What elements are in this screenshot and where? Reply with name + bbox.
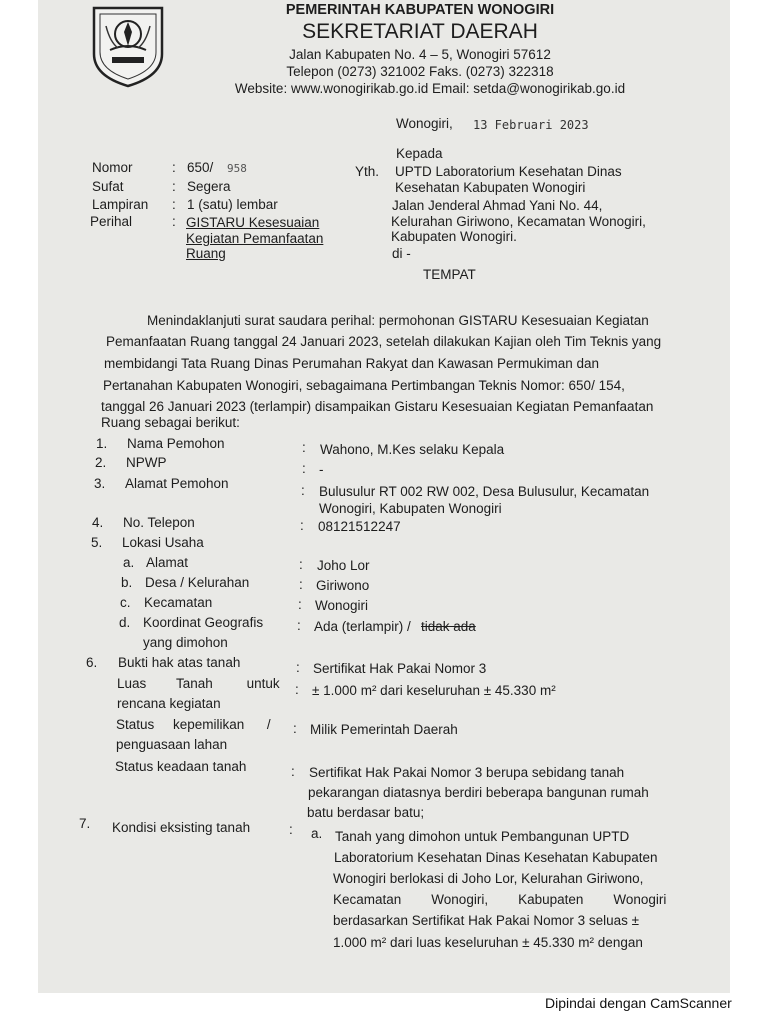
sub-item-label: Kecamatan bbox=[144, 595, 213, 610]
letterhead-line-1: PEMERINTAH KABUPATEN WONOGIRI bbox=[285, 2, 555, 18]
item-label: No. Telepon bbox=[123, 515, 195, 530]
addressee-line-3: Jalan Jenderal Ahmad Yani No. 44, bbox=[392, 198, 603, 213]
item-number: 6. bbox=[86, 655, 98, 670]
colon: : bbox=[293, 721, 297, 736]
colon: : bbox=[297, 618, 301, 633]
item-value: 08121512247 bbox=[318, 519, 401, 534]
letter-place: Wonogiri, bbox=[396, 116, 453, 131]
addressee-line-4: Kelurahan Giriwono, Kecamatan Wonogiri, bbox=[391, 214, 646, 229]
body-line-5: tanggal 26 Januari 2023 (terlampir) disampaikan Gistaru Kesesuaian Kegiatan Pemanfaatan bbox=[101, 399, 654, 414]
sub-item-letter: b. bbox=[121, 575, 133, 590]
item-label: Alamat Pemohon bbox=[125, 476, 229, 491]
letterhead-web: Website: www.wonogirikab.go.id Email: setda@wonogirikab.go.id bbox=[234, 81, 626, 96]
item-value: - bbox=[319, 462, 324, 477]
perihal-line-1: GISTARU Kesesuaian bbox=[186, 215, 320, 230]
camscanner-footer: Dipindai dengan CamScanner bbox=[545, 995, 732, 1011]
colon: : bbox=[172, 197, 176, 212]
item-number: 7. bbox=[79, 816, 91, 831]
item-value: Sertifikat Hak Pakai Nomor 3 bbox=[313, 661, 487, 676]
colon: : bbox=[296, 660, 300, 675]
colon: : bbox=[299, 557, 303, 572]
item-value: Sertifikat Hak Pakai Nomor 3 berupa sebidang tanah bbox=[309, 765, 625, 780]
item-number: 4. bbox=[92, 515, 104, 530]
sub-item-value: Giriwono bbox=[316, 578, 370, 593]
colon: : bbox=[302, 440, 306, 455]
item-value: Kecamatan Wonogiri, Kabupaten Wonogiri bbox=[333, 892, 667, 907]
item-label: Lokasi Usaha bbox=[122, 535, 204, 550]
kepada-label: Kepada bbox=[396, 146, 443, 161]
sub-item-letter: a. bbox=[311, 826, 323, 841]
wonogiri-coat-of-arms-logo bbox=[88, 2, 168, 88]
sub-item-value: Ada (terlampir) / bbox=[314, 619, 411, 634]
colon: : bbox=[299, 577, 303, 592]
body-line-3: membidangi Tata Ruang Dinas Perumahan Rakyat dan Kawasan Permukiman dan bbox=[104, 356, 600, 371]
item-label: Status kepemilikan / bbox=[116, 717, 271, 732]
sifat-value: Segera bbox=[187, 179, 231, 194]
colon: : bbox=[291, 764, 295, 779]
item-value: Bulusulur RT 002 RW 002, Desa Bulusulur, Kecamatan bbox=[319, 484, 650, 499]
letterhead-address: Jalan Kabupaten No. 4 – 5, Wonogiri 57612 bbox=[289, 47, 551, 62]
body-line-1: Menindaklanjuti surat saudara perihal: permohonan GISTARU Kesesuaian Kegiatan bbox=[147, 313, 649, 328]
item-value: Milik Pemerintah Daerah bbox=[310, 722, 458, 737]
sub-item-label: yang dimohon bbox=[143, 635, 228, 650]
sub-item-letter: c. bbox=[120, 595, 131, 610]
body-line-2: Pemanfaatan Ruang tanggal 24 Januari 2023, setelah dilakukan Kajian oleh Tim Teknis yang bbox=[106, 334, 662, 349]
item-value: Wonogiri berlokasi di Joho Lor, Kelurahan Giriwono, bbox=[333, 871, 644, 886]
nomor-label: Nomor bbox=[92, 160, 133, 175]
item-number: 5. bbox=[91, 535, 103, 550]
item-label: Bukti hak atas tanah bbox=[118, 655, 241, 670]
colon: : bbox=[300, 518, 304, 533]
addressee-line-1: UPTD Laboratorium Kesehatan Dinas bbox=[395, 164, 622, 179]
sub-item-letter: d. bbox=[119, 615, 131, 630]
sifat-label: Sufat bbox=[92, 179, 124, 194]
sub-item-label: Alamat bbox=[146, 555, 189, 570]
lampiran-value: 1 (satu) lembar bbox=[187, 197, 278, 212]
body-line-6: Ruang sebagai berikut: bbox=[101, 415, 240, 430]
item-label: Nama Pemohon bbox=[127, 436, 225, 451]
perihal-line-3: Ruang bbox=[186, 246, 226, 261]
colon: : bbox=[172, 179, 176, 194]
perihal-label: Perihal bbox=[90, 214, 133, 229]
colon: : bbox=[301, 483, 305, 498]
colon: : bbox=[298, 597, 302, 612]
addressee-di: di - bbox=[392, 246, 411, 261]
item-value: Tanah yang dimohon untuk Pembangunan UPTD bbox=[335, 829, 630, 844]
letter-date: 13 Februari 2023 bbox=[473, 118, 589, 132]
sub-item-value: Wonogiri bbox=[315, 598, 369, 613]
body-line-4: Pertanahan Kabupaten Wonogiri, sebagaimana Pertimbangan Teknis Nomor: 650/ 154, bbox=[103, 378, 625, 393]
addressee-line-5: Kabupaten Wonogiri. bbox=[391, 229, 517, 244]
item-number: 1. bbox=[96, 436, 108, 451]
item-label: NPWP bbox=[126, 455, 167, 470]
lampiran-label: Lampiran bbox=[92, 197, 149, 212]
sub-item-value-struck: tidak ada bbox=[421, 619, 476, 634]
perihal-line-2: Kegiatan Pemanfaatan bbox=[186, 231, 324, 246]
sub-item-label: Koordinat Geografis bbox=[143, 615, 264, 630]
addressee-tempat: TEMPAT bbox=[423, 267, 476, 282]
sub-item-label: Desa / Kelurahan bbox=[145, 575, 250, 590]
addressee-line-2: Kesehatan Kabupaten Wonogiri bbox=[395, 180, 586, 195]
item-value: batu berdasar batu; bbox=[307, 805, 425, 820]
item-number: 3. bbox=[94, 476, 106, 491]
item-label: rencana kegiatan bbox=[117, 696, 221, 711]
item-value: berdasarkan Sertifikat Hak Pakai Nomor 3 seluas ± bbox=[333, 913, 640, 928]
item-label: penguasaan lahan bbox=[116, 737, 228, 752]
letterhead-phone: Telepon (0273) 321002 Faks. (0273) 322318 bbox=[286, 64, 554, 79]
colon: : bbox=[289, 822, 293, 837]
letterhead-line-2: SEKRETARIAT DAERAH bbox=[302, 20, 538, 43]
nomor-value: 650/ bbox=[187, 160, 214, 175]
sub-item-value: Joho Lor bbox=[317, 558, 370, 573]
nomor-stamp: 958 bbox=[227, 162, 247, 175]
item-value: pekarangan diatasnya berdiri beberapa bangunan rumah bbox=[308, 785, 649, 800]
colon: : bbox=[172, 160, 176, 175]
item-label: Status keadaan tanah bbox=[115, 759, 247, 774]
item-value: ± 1.000 m² dari keseluruhan ± 45.330 m² bbox=[312, 683, 556, 698]
item-label: Kondisi eksisting tanah bbox=[112, 820, 251, 835]
item-value: 1.000 m² dari luas keseluruhan ± 45.330 m² dengan bbox=[333, 935, 643, 950]
colon: : bbox=[302, 461, 306, 476]
sub-item-letter: a. bbox=[123, 555, 135, 570]
item-label: Luas Tanah untuk bbox=[117, 676, 280, 691]
item-number: 2. bbox=[95, 455, 107, 470]
yth-label: Yth. bbox=[355, 164, 380, 179]
item-value: Wonogiri, Kabupaten Wonogiri bbox=[319, 501, 502, 516]
colon: : bbox=[172, 214, 176, 229]
item-value: Wahono, M.Kes selaku Kepala bbox=[320, 442, 505, 457]
item-value: Laboratorium Kesehatan Dinas Kesehatan Kabupaten bbox=[334, 850, 658, 865]
colon: : bbox=[295, 682, 299, 697]
